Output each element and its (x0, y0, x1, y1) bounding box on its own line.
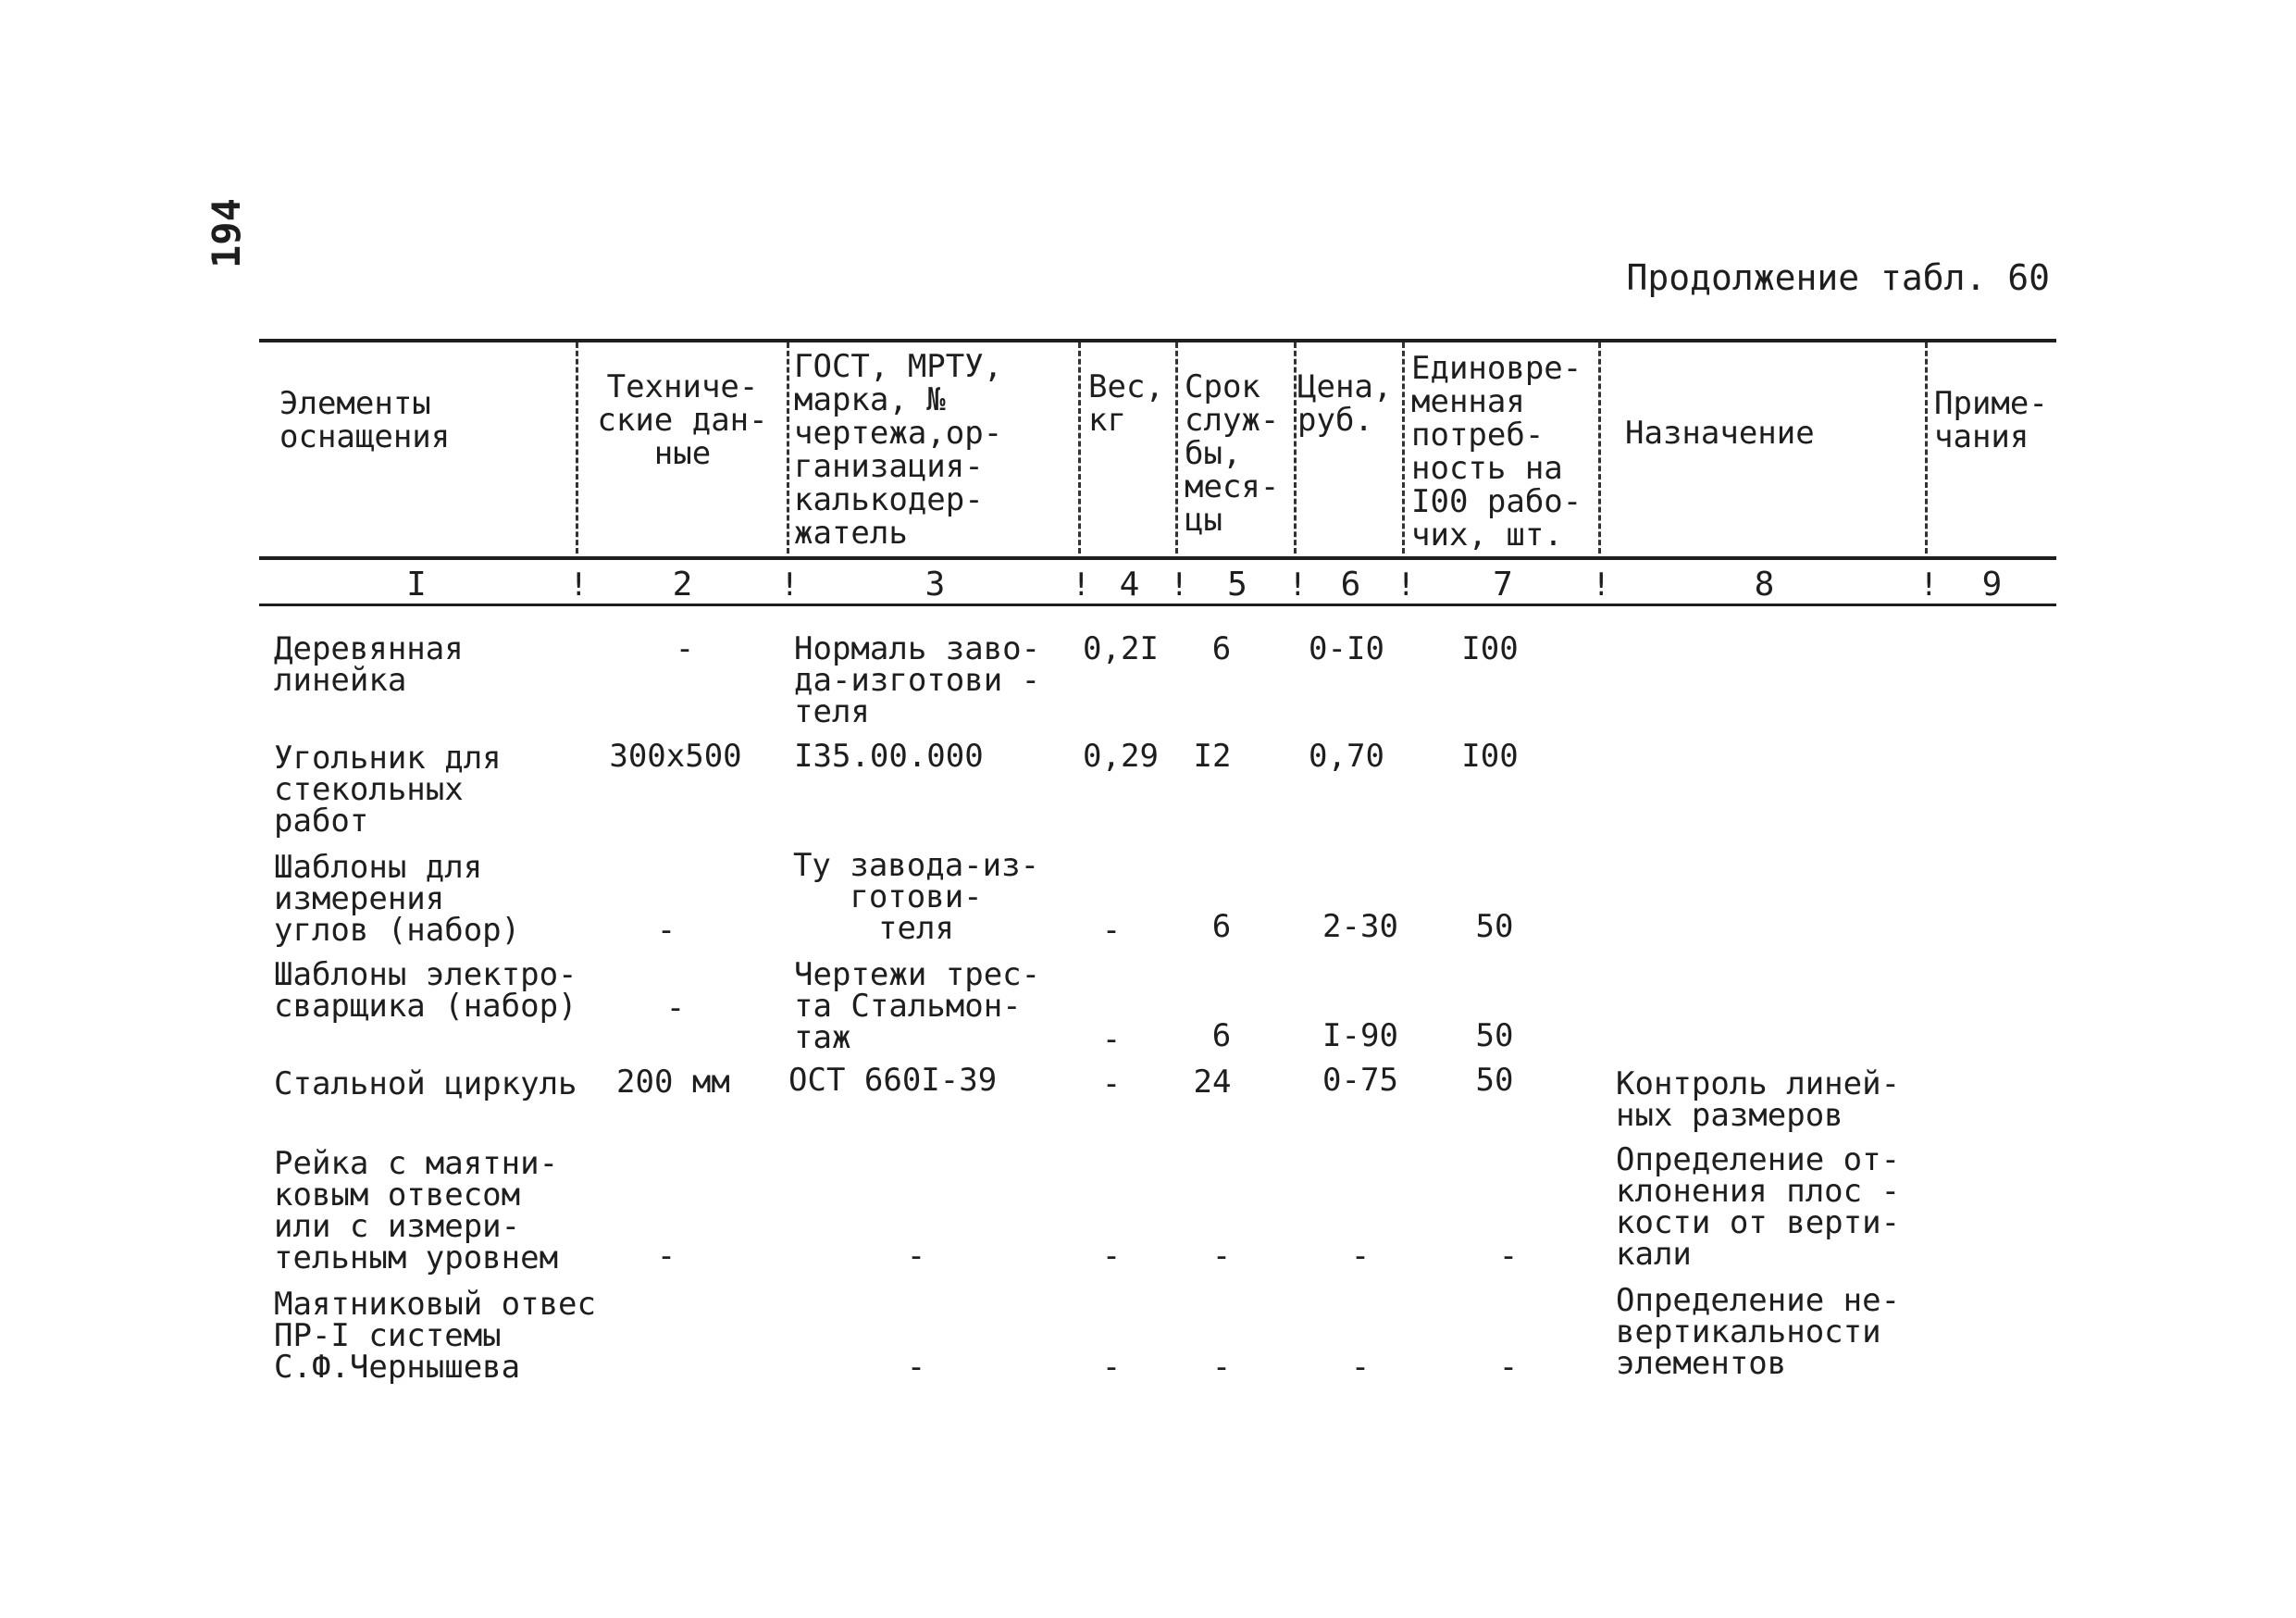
col-number: 9 (1981, 566, 2003, 604)
column-separator (1925, 342, 1928, 554)
column-separator (787, 342, 789, 554)
row7-term: - (1211, 1349, 1232, 1386)
row3-term: 6 (1211, 908, 1232, 945)
header-tech-data: Техниче- ские дан- ные (597, 368, 768, 472)
header-gost: ГОСТ, МРТУ, марка, № чертежа,ор- ганизация- калькодер- жатель (794, 348, 1003, 552)
col-number-separator: ! (1592, 566, 1611, 604)
header-bottom-rule (259, 556, 2056, 560)
row3-weight: - (1101, 912, 1122, 949)
col-number: 7 (1493, 566, 1513, 604)
col-number: 8 (1754, 566, 1775, 604)
row3-gost: Ту завода-из- готови- теля (792, 847, 1040, 947)
row4-price: I-90 (1322, 1017, 1398, 1054)
row4-weight: - (1101, 1021, 1122, 1058)
column-separator (1078, 342, 1081, 554)
col-number-separator: ! (1396, 566, 1416, 604)
row4-term: 6 (1211, 1017, 1232, 1054)
header-weight: Вес, кг (1088, 368, 1164, 439)
numbers-bottom-rule (259, 604, 2056, 606)
row4-gost: Чертежи трес- та Стальмон- таж (794, 956, 1041, 1056)
col-number-separator: ! (569, 566, 589, 604)
row7-price: - (1350, 1349, 1371, 1386)
col-number: 6 (1340, 566, 1361, 604)
row7-gost: - (906, 1349, 926, 1386)
header-need: Единовре- менная потреб- ность на I00 рабо- чих, шт. (1411, 350, 1582, 554)
col-number: I (406, 566, 427, 604)
column-separator (1175, 342, 1178, 554)
col-number-separator: ! (1170, 566, 1189, 604)
row1-gost: Нормаль заво- да-изготови - теля (794, 630, 1041, 730)
row5-gost: ОСТ 660I-39 (788, 1062, 998, 1099)
row1-tech: - (675, 630, 695, 667)
row4-tech: - (665, 989, 686, 1027)
row5-element: Стальной циркуль (274, 1065, 577, 1102)
row5-price: 0-75 (1322, 1062, 1398, 1099)
col-number-separator: ! (1072, 566, 1091, 604)
row3-tech: - (656, 912, 676, 949)
row6-tech: - (656, 1238, 676, 1275)
row2-need: I00 (1461, 738, 1519, 775)
row1-need: I00 (1461, 630, 1519, 667)
row7-need: - (1498, 1349, 1519, 1386)
col-number: 3 (925, 566, 946, 604)
row6-purpose: Определение от- клонения плос - кости от верти- кали (1616, 1141, 1901, 1273)
row7-element: Маятниковый отвес ПР-I системы С.Ф.Чернышева (274, 1286, 596, 1386)
row6-term: - (1211, 1238, 1232, 1275)
col-number-separator: ! (1288, 566, 1308, 604)
row2-tech: 300х500 (609, 738, 742, 775)
header-purpose: Назначение (1625, 415, 1815, 452)
row4-element: Шаблоны электро- сварщика (набор) (274, 956, 577, 1025)
header-elements: Элементы оснащения (279, 385, 451, 455)
row5-tech: 200 мм (616, 1064, 730, 1101)
row1-price: 0-I0 (1309, 630, 1384, 667)
row2-gost: I35.00.000 (794, 738, 984, 775)
table-top-rule (259, 339, 2056, 342)
table-caption: Продолжение табл. 60 (1626, 257, 2050, 298)
row1-weight: 0,2I (1083, 630, 1159, 667)
column-separator (1598, 342, 1601, 554)
row7-weight: - (1101, 1349, 1122, 1386)
row3-price: 2-30 (1322, 908, 1398, 945)
page-number: 194 (204, 198, 249, 268)
col-number: 5 (1227, 566, 1247, 604)
row6-weight: - (1101, 1238, 1122, 1275)
col-number: 2 (672, 566, 693, 604)
row6-gost: - (906, 1238, 926, 1275)
header-notes: Приме- чания (1934, 385, 2048, 455)
row6-need: - (1498, 1238, 1519, 1275)
row5-term: 24 (1193, 1064, 1232, 1101)
row1-element: Деревянная линейка (274, 630, 464, 699)
row2-price: 0,70 (1309, 738, 1384, 775)
column-separator (1402, 342, 1405, 554)
row7-purpose: Определение не- вертикальности элементов (1616, 1282, 1901, 1382)
row6-element: Рейка с маятни- ковым отвесом или с измери- тельным уровнем (274, 1145, 559, 1276)
row6-price: - (1350, 1238, 1371, 1275)
row5-weight: - (1101, 1065, 1122, 1102)
row1-term: 6 (1211, 630, 1232, 667)
col-number-separator: ! (1919, 566, 1939, 604)
header-service-life: Срок служ- бы, меся- цы (1185, 368, 1280, 539)
row5-purpose: Контроль линей- ных размеров (1616, 1065, 1901, 1134)
col-number: 4 (1119, 566, 1140, 604)
col-number-separator: ! (780, 566, 800, 604)
row4-need: 50 (1475, 1017, 1514, 1054)
row2-term: I2 (1193, 738, 1232, 775)
row2-weight: 0,29 (1083, 738, 1159, 775)
column-separator (576, 342, 578, 554)
column-separator (1294, 342, 1297, 554)
row3-need: 50 (1475, 908, 1514, 945)
row2-element: Угольник для стекольных работ (274, 740, 502, 840)
header-price: Цена, руб. (1297, 368, 1393, 439)
row5-need: 50 (1475, 1062, 1514, 1099)
row3-element: Шаблоны для измерения углов (набор) (274, 849, 521, 949)
